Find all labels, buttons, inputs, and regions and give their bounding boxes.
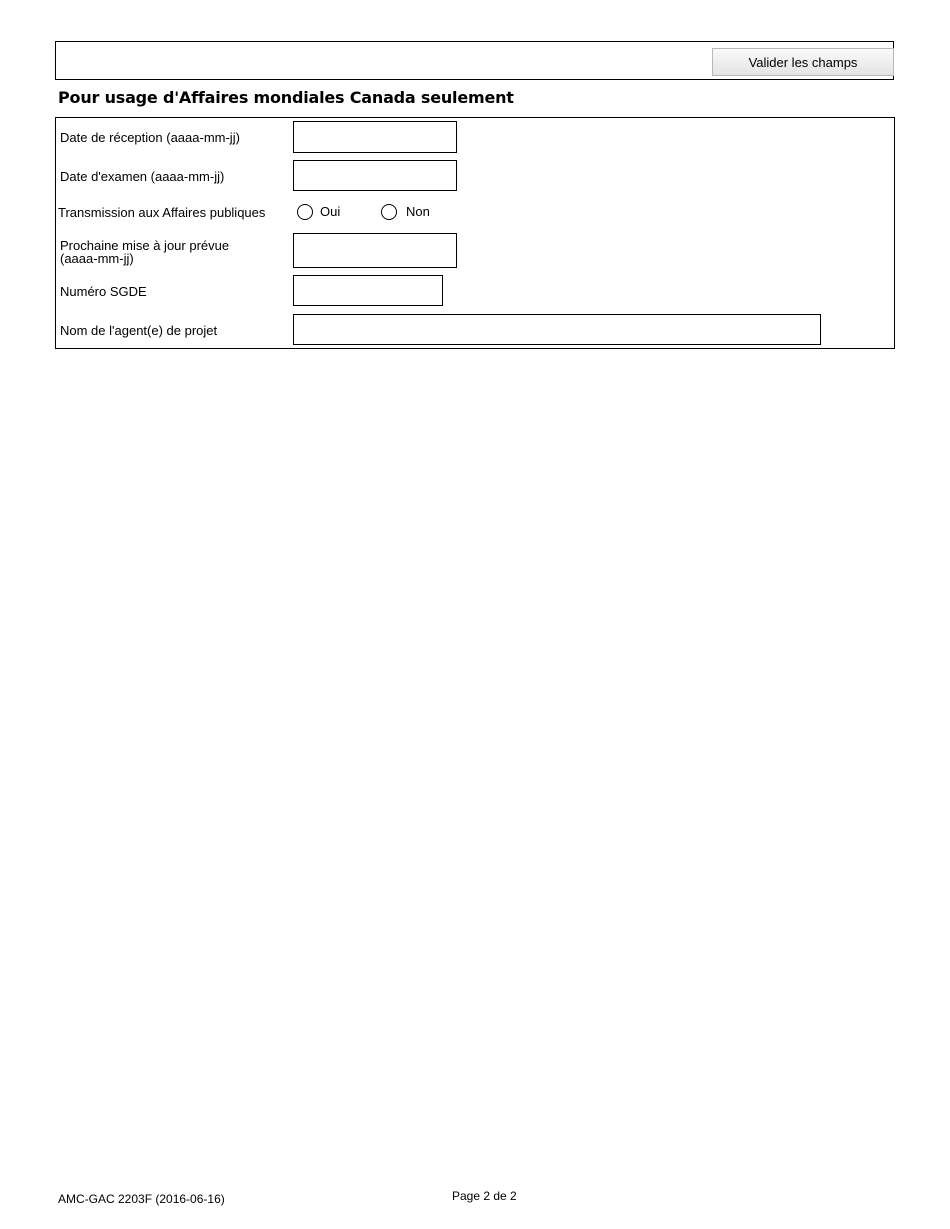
public-affairs-no-label: Non bbox=[406, 204, 430, 219]
exam-date-field[interactable] bbox=[293, 160, 457, 191]
reception-date-field[interactable] bbox=[293, 121, 457, 153]
public-affairs-yes-radio[interactable] bbox=[297, 204, 313, 220]
next-update-label: Prochaine mise à jour prévue bbox=[60, 238, 230, 253]
next-update-format-label: (aaaa-mm-jj) bbox=[60, 251, 134, 266]
public-affairs-label: Transmission aux Affaires publiques bbox=[58, 205, 266, 220]
validate-fields-button[interactable]: Valider les champs bbox=[712, 48, 894, 76]
reception-date-label: Date de réception (aaaa-mm-jj) bbox=[60, 130, 240, 145]
page-number: Page 2 de 2 bbox=[452, 1189, 517, 1203]
sgde-number-field[interactable] bbox=[293, 275, 443, 306]
project-officer-label: Nom de l'agent(e) de projet bbox=[60, 323, 218, 338]
section-title: Pour usage d'Affaires mondiales Canada seulement bbox=[58, 88, 514, 107]
public-affairs-no-radio[interactable] bbox=[381, 204, 397, 220]
next-update-field[interactable] bbox=[293, 233, 457, 268]
form-code: AMC-GAC 2203F (2016-06-16) bbox=[58, 1192, 225, 1206]
project-officer-field[interactable] bbox=[293, 314, 821, 345]
sgde-number-label: Numéro SGDE bbox=[60, 284, 147, 299]
public-affairs-yes-label: Oui bbox=[320, 204, 341, 219]
exam-date-label: Date d'examen (aaaa-mm-jj) bbox=[60, 169, 225, 184]
